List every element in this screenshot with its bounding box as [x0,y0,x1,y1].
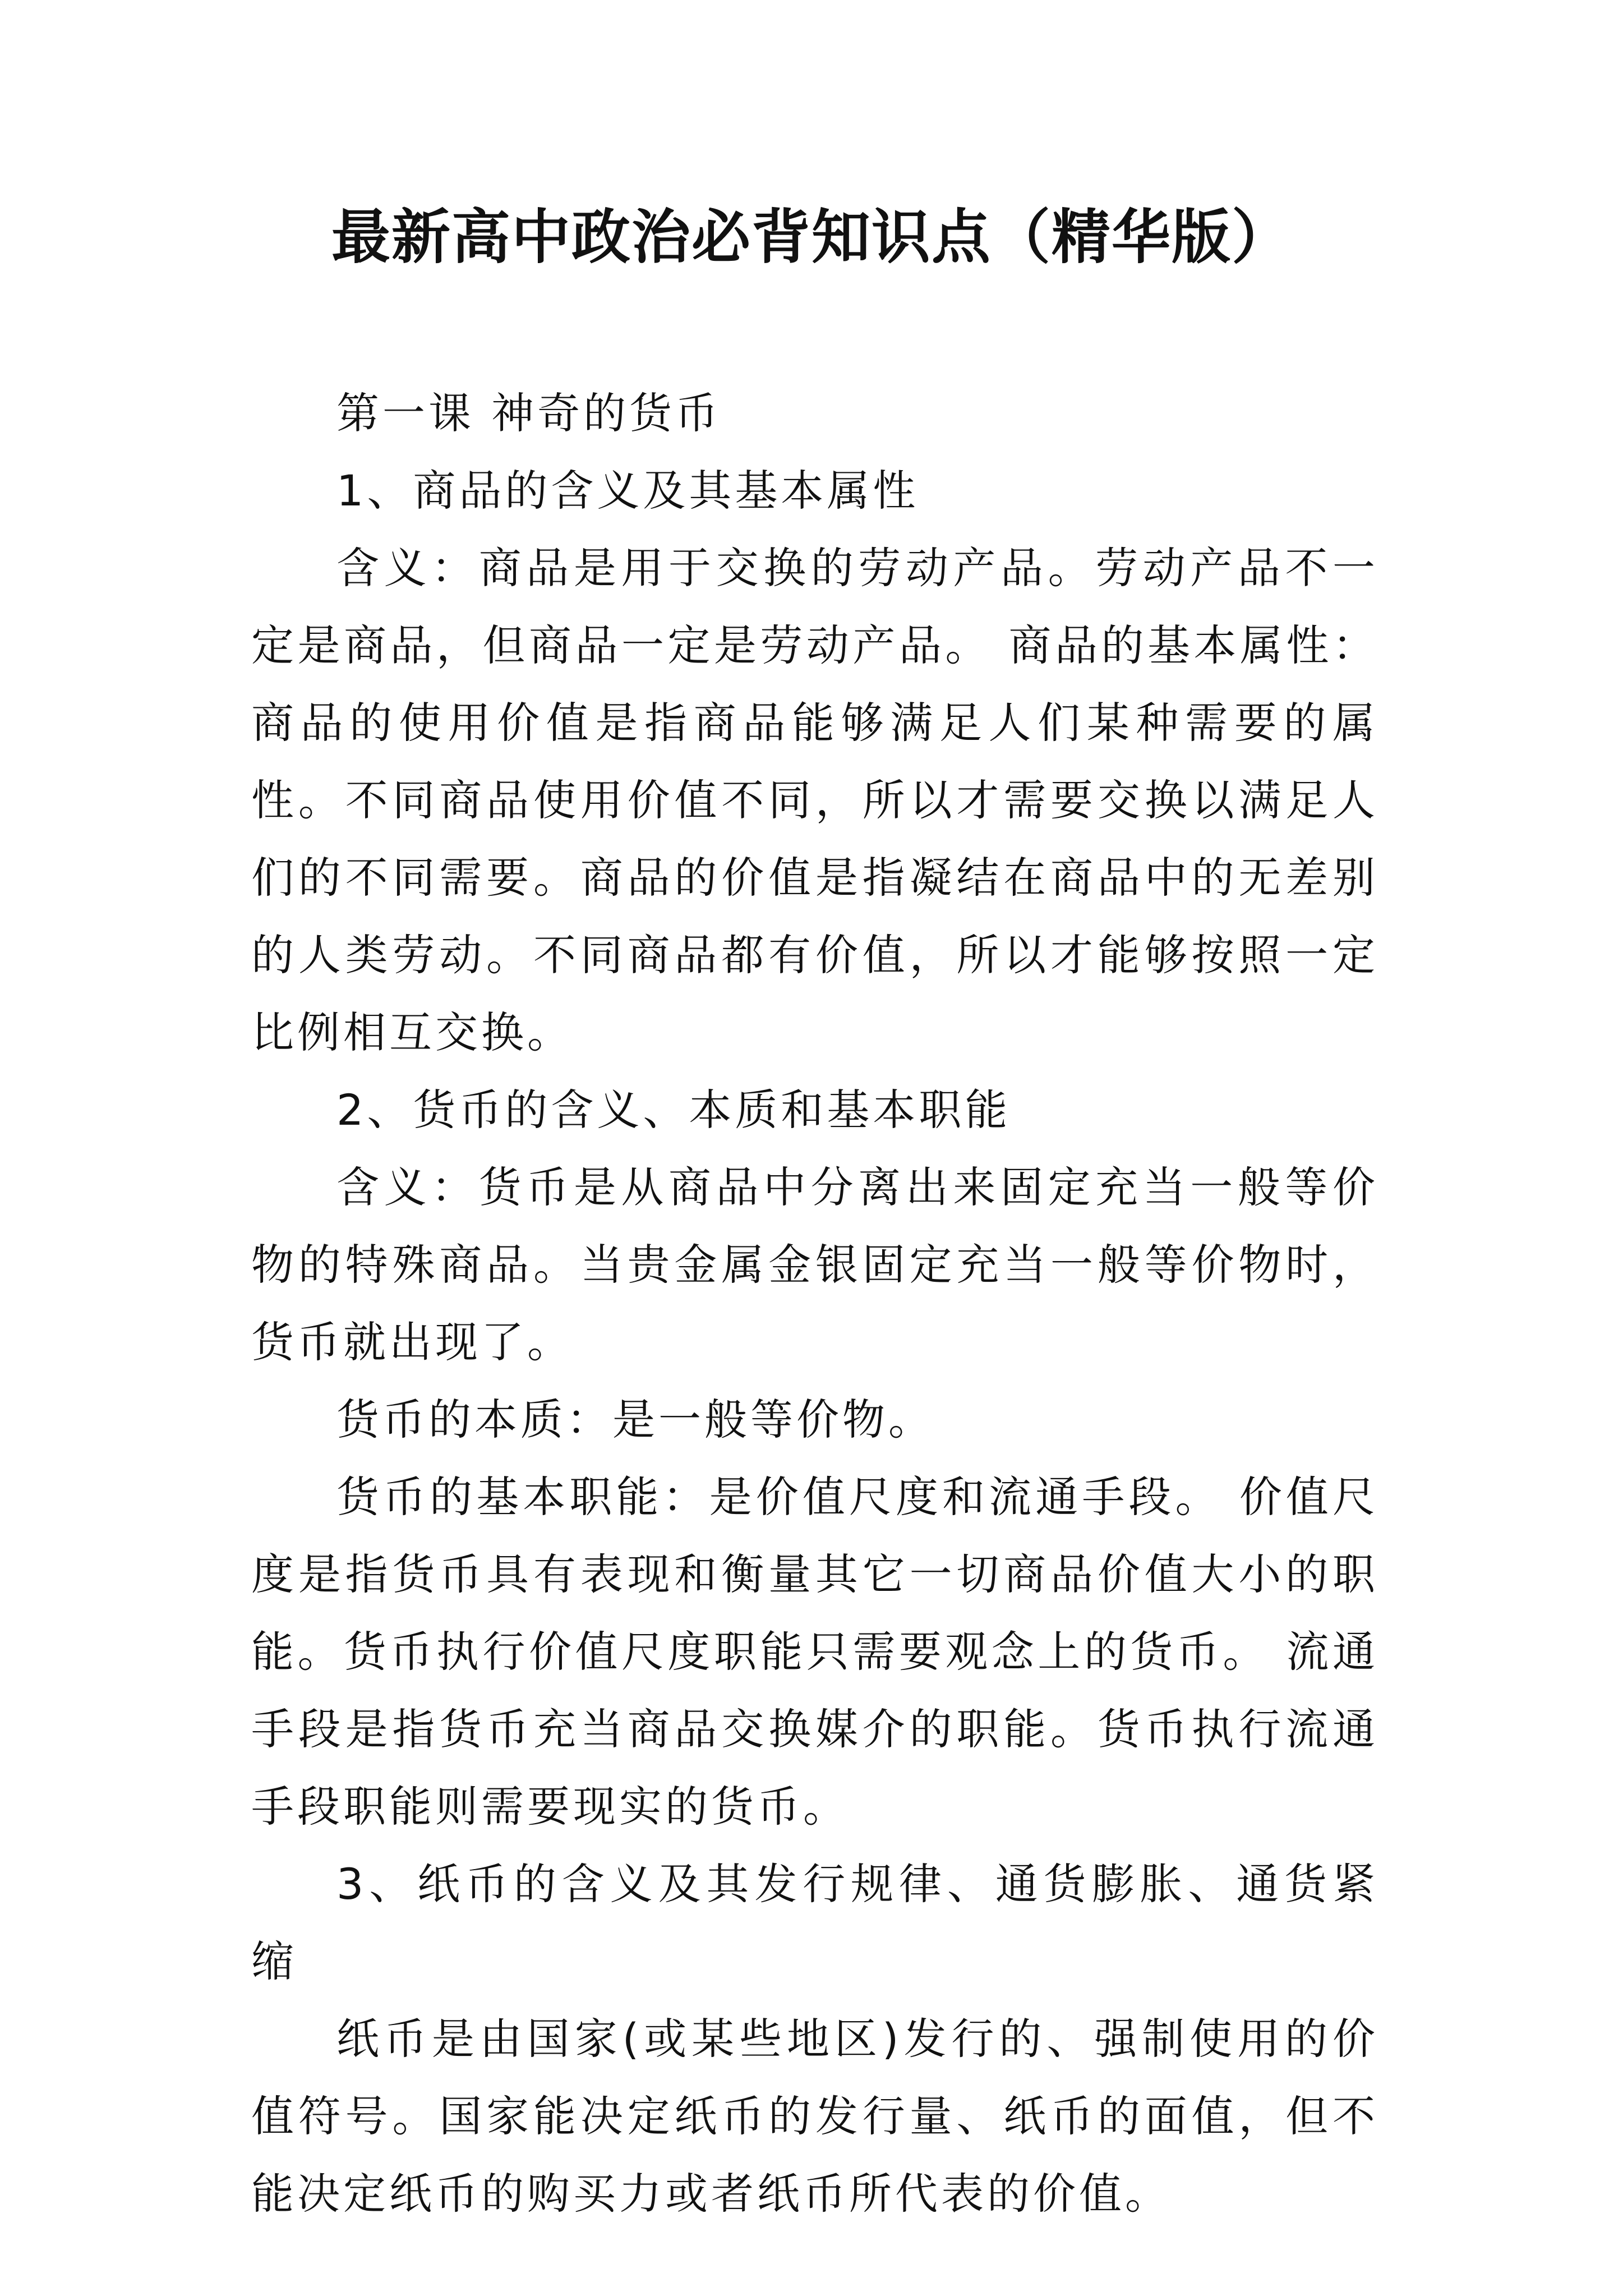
section-heading-2: 2、货币的含义、本质和基本职能 [336,1085,1011,1135]
body-paragraph: 纸币是由国家(或某些地区)发行的、强制使用的价值符号。国家能决定纸币的发行量、纸币的面值，但不能决定纸币的购买力或者纸币所代表的价值。 [251,2014,1378,2219]
section-heading-3: 3、纸币的含义及其发行规律、通货膨胀、通货紧缩 [251,1859,1378,1986]
body-paragraph: 含义：货币是从商品中分离出来固定充当一般等价物的特殊商品。当贵金属金银固定充当一般等价物时，货币就出现了。 [251,1162,1378,1367]
lesson-heading: 第一课 神奇的货币 [336,388,722,438]
document-title: 最新高中政治必背知识点（精华版） [331,202,1292,272]
body-paragraph: 货币的基本职能：是价值尺度和流通手段。 价值尺度是指货币具有表现和衡量其它一切商品价值大小的职能。货币执行价值尺度职能只需要观念上的货币。 流通手段是指货币充当商品交换媒介的职能。货币执行流通手段职能则需要现实的货币。 [251,1472,1378,1832]
document-body [251,375,1378,2233]
body-paragraph: 货币的本质：是一般等价物。 [336,1395,934,1444]
body-paragraph: 含义：商品是用于交换的劳动产品。劳动产品不一定是商品，但商品一定是劳动产品。 商品的基本属性：商品的使用价值是指商品能够满足人们某种需要的属性。不同商品使用价值不同，所以才需要交换以满足人们的不同需要。商品的价值是指凝结在商品中的无差别的人类劳动。不同商品都有价值，所以才能够按照一定比例相互交换。 [251,543,1378,1057]
section-heading-1: 1、商品的含义及其基本属性 [336,466,919,516]
